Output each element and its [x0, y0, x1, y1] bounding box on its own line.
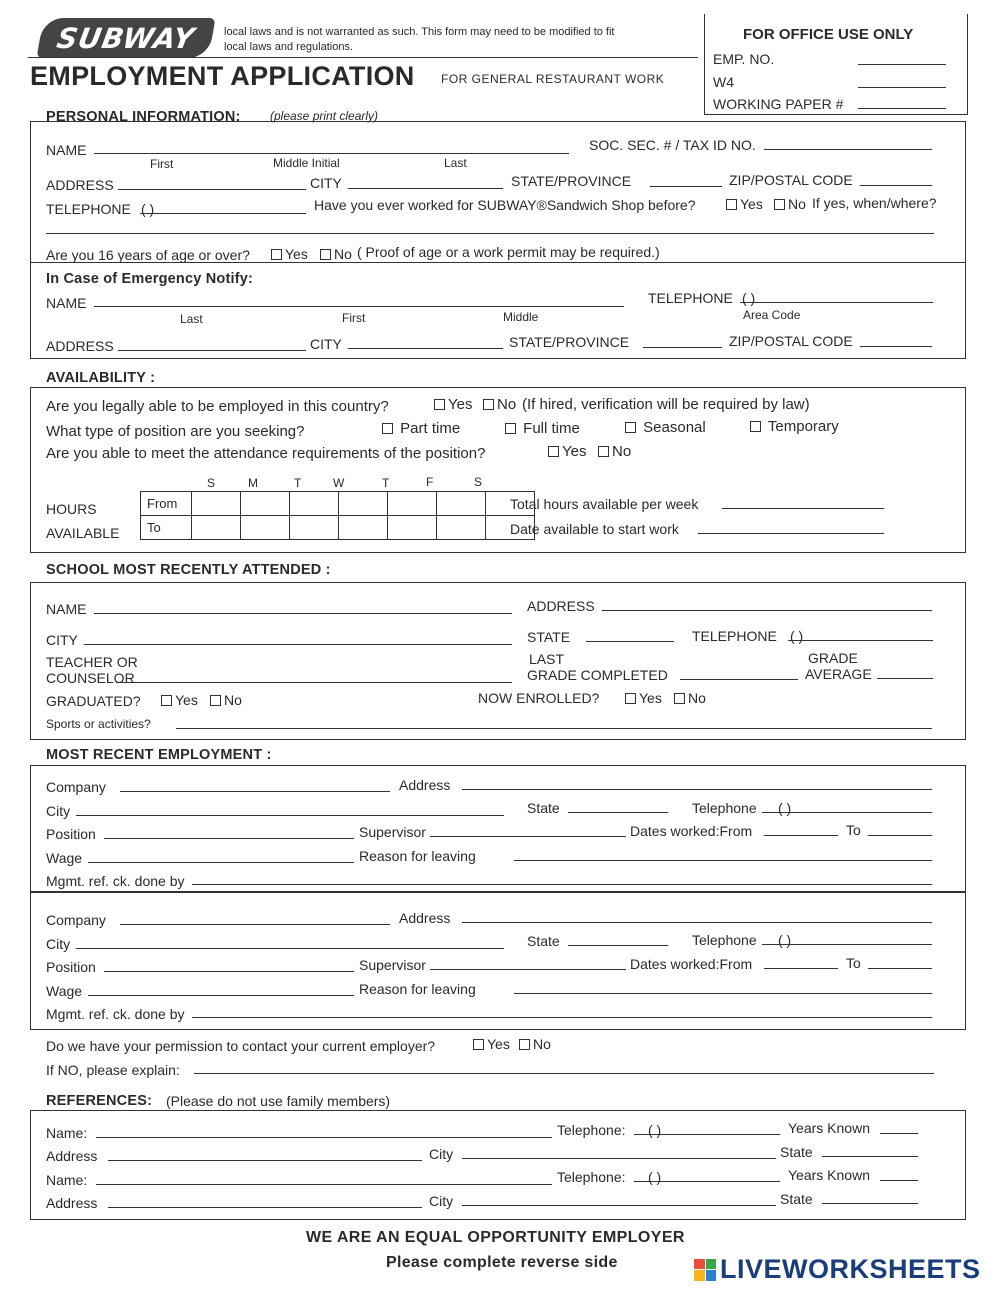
ssn-field[interactable]: [764, 149, 932, 150]
hours-cell[interactable]: [339, 516, 388, 540]
employment-heading: MOST RECENT EMPLOYMENT :: [46, 747, 272, 763]
date-start-label: Date available to start work: [510, 521, 679, 537]
working-paper-field[interactable]: [858, 108, 946, 109]
ref-telephone-label-1: Telephone:: [557, 1122, 626, 1138]
dates-from-field-2[interactable]: [764, 968, 838, 969]
employer-state-label-1: State: [527, 800, 560, 816]
employer-address-field-2[interactable]: [462, 922, 932, 923]
date-start-field[interactable]: [698, 533, 884, 534]
subway-logo: SUBWAY: [36, 18, 215, 58]
telephone-field[interactable]: [140, 213, 306, 214]
office-title: FOR OFFICE USE ONLY: [743, 26, 914, 43]
ref-telephone-field-1[interactable]: [634, 1134, 780, 1135]
graduated-label: GRADUATED?: [46, 693, 141, 709]
emergency-zip-label: ZIP/POSTAL CODE: [729, 333, 853, 349]
day-wed: W: [333, 476, 345, 490]
ref-years-field-2[interactable]: [880, 1180, 918, 1181]
dates-to-field-1[interactable]: [868, 835, 932, 836]
working-paper-label: WORKING PAPER #: [713, 96, 844, 112]
last-sublabel: Last: [444, 156, 467, 170]
state-label: STATE/PROVINCE: [511, 173, 632, 189]
total-hours-label: Total hours available per week: [510, 496, 699, 512]
first-sublabel: First: [150, 157, 174, 171]
city-label: CITY: [310, 175, 342, 191]
checkbox-icon: [750, 421, 761, 432]
day-sat: S: [474, 475, 483, 489]
w4-field[interactable]: [858, 87, 946, 88]
hours-cell[interactable]: [290, 492, 339, 516]
hours-cell[interactable]: [241, 516, 290, 540]
ref-telephone-label-2: Telephone:: [557, 1169, 626, 1185]
company-field-2[interactable]: [120, 924, 390, 925]
checkbox-icon: [473, 1039, 484, 1050]
dates-to-label-2: To: [846, 955, 861, 971]
permission-question: Do we have your permission to contact your current employer?: [46, 1038, 436, 1054]
checkbox-icon: [320, 249, 331, 260]
graduated-no[interactable]: No: [210, 693, 242, 707]
personal-box: [30, 121, 966, 263]
emergency-address-label: ADDRESS: [46, 338, 114, 354]
ref-name-label-2: Name:: [46, 1172, 88, 1188]
state-field[interactable]: [650, 186, 722, 187]
mgmt-field-1[interactable]: [192, 884, 932, 885]
reason-label-2: Reason for leaving: [359, 981, 476, 997]
company-label-2: Company: [46, 912, 106, 928]
checkbox-icon: [210, 695, 221, 706]
wage-label-2: Wage: [46, 983, 83, 999]
emergency-city-label: CITY: [310, 336, 342, 352]
emergency-telephone-field[interactable]: [740, 302, 933, 303]
eoe-statement: WE ARE AN EQUAL OPPORTUNITY EMPLOYER: [306, 1229, 685, 1246]
worked-when-field[interactable]: [46, 233, 934, 234]
ref-city-label-2: City: [429, 1193, 454, 1209]
dates-from-label-2: Dates worked:From: [630, 956, 753, 972]
grade-average-label-2: AVERAGE: [805, 666, 872, 682]
supervisor-field-1[interactable]: [430, 836, 626, 837]
ssn-label: SOC. SEC. # / TAX ID NO.: [589, 137, 756, 153]
school-heading: SCHOOL MOST RECENTLY ATTENDED :: [46, 562, 331, 578]
worked-yes[interactable]: Yes: [726, 197, 763, 211]
hours-cell[interactable]: [388, 492, 437, 516]
emergency-zip-field[interactable]: [860, 346, 932, 347]
telephone-label: TELEPHONE: [46, 201, 131, 217]
ref-telephone-paren-2: ( ): [648, 1169, 662, 1185]
emergency-city-field[interactable]: [348, 348, 503, 349]
explain-label: If NO, please explain:: [46, 1062, 180, 1078]
position-field-2[interactable]: [104, 971, 354, 972]
if-yes-label: If yes, when/where?: [812, 195, 937, 211]
checkbox-icon: [726, 199, 737, 210]
employer-city-field-2[interactable]: [76, 948, 504, 949]
employer-address-label-2: Address: [399, 910, 451, 926]
employer-city-label-1: City: [46, 803, 71, 819]
to-label: To: [141, 516, 192, 540]
emp-no-field[interactable]: [858, 64, 946, 65]
name-label: NAME: [46, 142, 87, 158]
worked-no[interactable]: No: [774, 197, 806, 211]
available-label: AVAILABLE: [46, 525, 120, 541]
enrolled-yes[interactable]: Yes: [625, 691, 662, 705]
employer-city-label-2: City: [46, 936, 71, 952]
legal-yes[interactable]: Yes: [434, 397, 472, 412]
teacher-label-1: TEACHER OR: [46, 654, 138, 670]
company-field-1[interactable]: [120, 791, 390, 792]
zip-label: ZIP/POSTAL CODE: [729, 172, 853, 188]
school-city-field[interactable]: [84, 644, 512, 645]
emergency-state-label: STATE/PROVINCE: [509, 334, 630, 350]
emergency-telephone-label: TELEPHONE: [648, 290, 733, 306]
hours-label: HOURS: [46, 501, 97, 517]
city-field[interactable]: [348, 188, 503, 189]
ref-telephone-paren-1: ( ): [648, 1122, 662, 1138]
school-address-field[interactable]: [602, 610, 932, 611]
hours-cell[interactable]: [192, 492, 241, 516]
page-title: EMPLOYMENT APPLICATION: [30, 61, 415, 91]
ref-years-label-2: Years Known: [788, 1167, 870, 1183]
emergency-state-field[interactable]: [643, 347, 722, 348]
ref-telephone-field-2[interactable]: [634, 1181, 780, 1182]
dates-from-label-1: Dates worked:From: [630, 823, 753, 839]
disclaimer-line-2: local laws and regulations.: [224, 41, 354, 53]
school-name-field[interactable]: [94, 613, 512, 614]
ref-address-label-2: Address: [46, 1195, 98, 1211]
ref-state-label-1: State: [780, 1144, 813, 1160]
dates-to-field-2[interactable]: [868, 968, 932, 969]
hours-cell[interactable]: [241, 492, 290, 516]
school-city-label: CITY: [46, 632, 78, 648]
last-grade-label-1: LAST: [529, 651, 565, 667]
page-subtitle: FOR GENERAL RESTAURANT WORK: [441, 72, 665, 86]
ref-name-field-1[interactable]: [96, 1137, 552, 1138]
from-row: [141, 492, 535, 516]
mgmt-field-2[interactable]: [192, 1017, 932, 1018]
references-note: (Please do not use family members): [166, 1093, 391, 1109]
sports-label: Sports or activities?: [46, 717, 151, 731]
employer-city-field-1[interactable]: [76, 815, 504, 816]
employer-telephone-label-2: Telephone: [692, 932, 757, 948]
school-telephone-paren: ( ): [790, 628, 804, 644]
option-temporary[interactable]: Temporary: [750, 419, 839, 434]
ref-name-field-2[interactable]: [96, 1184, 552, 1185]
mgmt-label-1: Mgmt. ref. ck. done by: [46, 873, 185, 889]
ref-state-field-1[interactable]: [822, 1156, 918, 1157]
enrolled-no[interactable]: No: [674, 691, 706, 705]
school-telephone-label: TELEPHONE: [692, 628, 777, 644]
hours-cell[interactable]: [290, 516, 339, 540]
ref-state-label-2: State: [780, 1191, 813, 1207]
age-note: ( Proof of age or a work permit may be required.): [357, 244, 660, 260]
attendance-no[interactable]: No: [598, 444, 631, 459]
liveworksheets-logo-icon: [694, 1259, 716, 1281]
checkbox-icon: [625, 693, 636, 704]
emp-no-label: EMP. NO.: [713, 51, 775, 67]
school-address-label: ADDRESS: [527, 598, 595, 614]
worked-before-question: Have you ever worked for SUBWAY®Sandwich Shop before?: [314, 197, 696, 213]
emergency-name-field[interactable]: [94, 306, 624, 307]
hours-cell[interactable]: [437, 516, 486, 540]
hours-cell[interactable]: [192, 516, 241, 540]
reason-label-1: Reason for leaving: [359, 848, 476, 864]
day-mon: M: [248, 476, 258, 490]
ref-years-field-1[interactable]: [880, 1133, 918, 1134]
day-tue: T: [294, 476, 302, 490]
ref-city-field-2[interactable]: [462, 1205, 776, 1206]
legal-question: Are you legally able to be employed in this country?: [46, 398, 389, 415]
emergency-address-field[interactable]: [118, 350, 306, 351]
age-question: Are you 16 years of age or over?: [46, 247, 250, 263]
checkbox-icon: [434, 399, 445, 410]
dates-from-field-1[interactable]: [764, 835, 838, 836]
graduated-yes[interactable]: Yes: [161, 693, 198, 707]
school-telephone-field[interactable]: [788, 640, 933, 641]
position-field-1[interactable]: [104, 838, 354, 839]
employer-telephone-field-1[interactable]: [762, 812, 932, 813]
disclaimer-line-1: local laws and is not warranted as such. This form may need to be modified to fit: [224, 26, 615, 38]
day-fri: F: [426, 475, 434, 489]
employer-telephone-paren-2: ( ): [778, 932, 792, 948]
checkbox-icon: [774, 199, 785, 210]
last-grade-field[interactable]: [680, 679, 798, 680]
position-label-2: Position: [46, 959, 96, 975]
ref-city-field-1[interactable]: [462, 1158, 776, 1159]
wage-field-2[interactable]: [88, 995, 354, 996]
mgmt-label-2: Mgmt. ref. ck. done by: [46, 1006, 185, 1022]
employer-address-label-1: Address: [399, 777, 451, 793]
school-name-label: NAME: [46, 601, 87, 617]
ref-address-label-1: Address: [46, 1148, 98, 1164]
teacher-label-2: COUNSELOR: [46, 670, 135, 686]
area-code-sublabel: Area Code: [743, 308, 801, 322]
wage-field-1[interactable]: [88, 862, 354, 863]
middle-sublabel: Middle Initial: [273, 156, 340, 170]
hours-cell[interactable]: [339, 492, 388, 516]
age-yes[interactable]: Yes: [271, 247, 308, 261]
reason-field-1[interactable]: [514, 860, 932, 861]
company-label-1: Company: [46, 779, 106, 795]
ref-name-label-1: Name:: [46, 1125, 88, 1141]
checkbox-icon: [483, 399, 494, 410]
reverse-side-note: Please complete reverse side: [386, 1254, 618, 1271]
checkbox-icon: [505, 423, 516, 434]
employer-telephone-field-2[interactable]: [762, 944, 932, 945]
checkbox-icon: [625, 422, 636, 433]
to-row: [141, 516, 535, 540]
employer-state-field-2[interactable]: [568, 945, 668, 946]
legal-note: (If hired, verification will be required by law): [522, 396, 810, 413]
last-grade-label-2: GRADE COMPLETED: [527, 667, 668, 683]
ref-years-label-1: Years Known: [788, 1120, 870, 1136]
reason-field-2[interactable]: [514, 993, 932, 994]
supervisor-label-2: Supervisor: [359, 957, 426, 973]
emergency-heading: In Case of Emergency Notify:: [46, 271, 254, 287]
grade-average-field[interactable]: [877, 678, 933, 679]
address-label: ADDRESS: [46, 177, 114, 193]
option-part-time[interactable]: Part time: [382, 421, 460, 436]
liveworksheets-watermark: LIVEWORKSHEETS: [694, 1254, 981, 1285]
references-heading: REFERENCES:: [46, 1093, 153, 1109]
availability-heading: AVAILABILITY :: [46, 370, 156, 386]
school-state-field[interactable]: [586, 641, 674, 642]
name-field[interactable]: [94, 153, 569, 154]
option-full-time[interactable]: Full time: [505, 421, 580, 436]
w4-label: W4: [713, 74, 734, 90]
explain-field[interactable]: [194, 1073, 934, 1074]
supervisor-label-1: Supervisor: [359, 824, 426, 840]
ref-city-label-1: City: [429, 1146, 454, 1162]
position-question: What type of position are you seeking?: [46, 423, 305, 440]
teacher-field[interactable]: [116, 682, 512, 683]
supervisor-field-2[interactable]: [430, 969, 626, 970]
option-seasonal[interactable]: Seasonal: [625, 420, 706, 435]
employer-state-label-2: State: [527, 933, 560, 949]
checkbox-icon: [271, 249, 282, 260]
personal-note: (please print clearly): [270, 109, 379, 123]
personal-heading: PERSONAL INFORMATION:: [46, 109, 241, 125]
attendance-question: Are you able to meet the attendance requirements of the position?: [46, 445, 486, 462]
permission-no[interactable]: No: [519, 1037, 551, 1051]
employer-state-field-1[interactable]: [568, 812, 668, 813]
legal-no[interactable]: No: [483, 397, 516, 412]
checkbox-icon: [382, 423, 393, 434]
hours-cell[interactable]: [388, 516, 437, 540]
total-hours-field[interactable]: [722, 508, 884, 509]
zip-field[interactable]: [860, 185, 932, 186]
employer-address-field-1[interactable]: [462, 789, 932, 790]
checkbox-icon: [161, 695, 172, 706]
checkbox-icon: [598, 446, 609, 457]
emergency-telephone-paren: ( ): [742, 290, 756, 306]
employer-telephone-label-1: Telephone: [692, 800, 757, 816]
emergency-last-sublabel: Last: [180, 312, 203, 326]
day-sun: S: [207, 476, 216, 490]
emergency-middle-sublabel: Middle: [503, 310, 539, 324]
day-thu: T: [382, 476, 390, 490]
ref-address-field-2[interactable]: [108, 1207, 422, 1208]
sports-field[interactable]: [176, 728, 932, 729]
school-state-label: STATE: [527, 629, 571, 645]
grade-average-label-1: GRADE: [808, 650, 858, 666]
hours-grid: [140, 491, 535, 540]
permission-yes[interactable]: Yes: [473, 1037, 510, 1051]
age-no[interactable]: No: [320, 247, 352, 261]
dates-to-label-1: To: [846, 822, 861, 838]
from-label: From: [141, 492, 192, 516]
ref-state-field-2[interactable]: [822, 1203, 918, 1204]
attendance-yes[interactable]: Yes: [548, 444, 586, 459]
address-field[interactable]: [118, 189, 306, 190]
checkbox-icon: [519, 1039, 530, 1050]
emergency-name-label: NAME: [46, 295, 87, 311]
employer-telephone-paren-1: ( ): [778, 800, 792, 816]
telephone-paren: ( ): [141, 201, 155, 217]
position-label-1: Position: [46, 826, 96, 842]
hours-cell[interactable]: [437, 492, 486, 516]
ref-address-field-1[interactable]: [108, 1160, 422, 1161]
checkbox-icon: [674, 693, 685, 704]
wage-label-1: Wage: [46, 850, 83, 866]
enrolled-label: NOW ENROLLED?: [478, 690, 600, 706]
checkbox-icon: [548, 446, 559, 457]
emergency-first-sublabel: First: [342, 311, 366, 325]
